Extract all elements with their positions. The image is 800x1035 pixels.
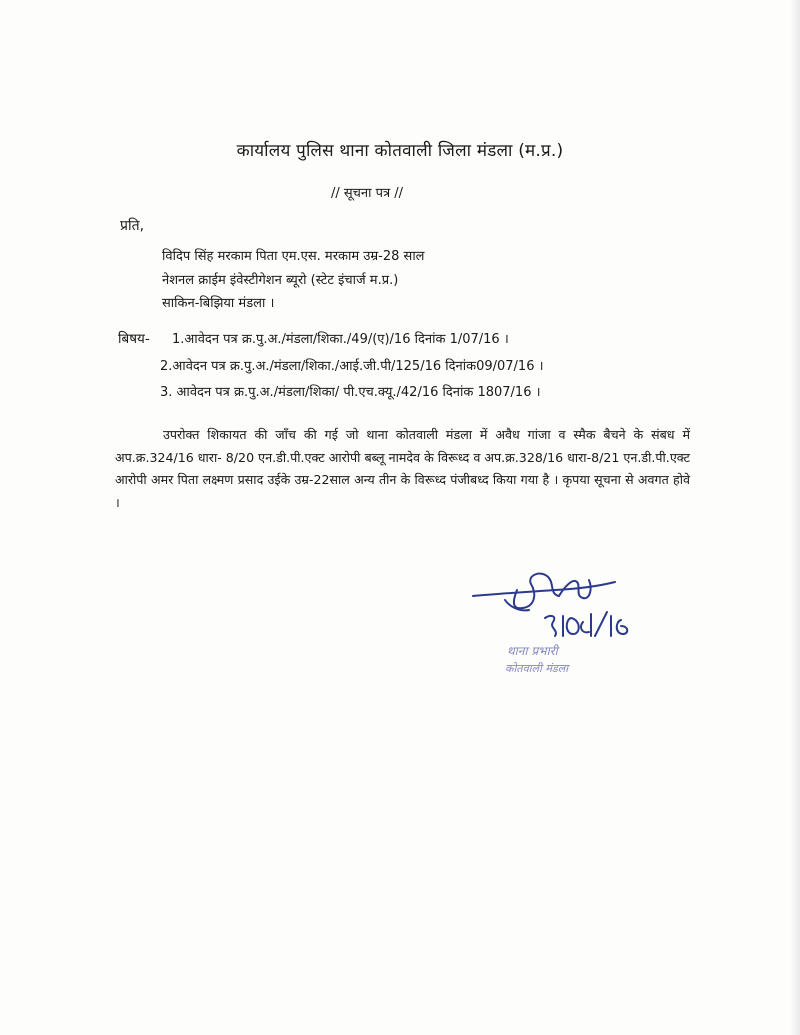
subject-line-1: 1.आवेदन पत्र क्र.पु.अ./मंडला/शिका./49/(ए)/16 दिनांक 1/07/16 । — [172, 332, 509, 347]
notice-title: // सूचना पत्र // — [330, 186, 404, 201]
subject-label: बिषय- — [118, 331, 150, 347]
addressee-line-organization: नेशनल क्राईम इंवेस्टीगेशन ब्यूरो (स्टेट इंचार्ज म.प्र.) — [162, 273, 399, 288]
body-paragraph-block — [115, 424, 690, 514]
stamp-title: थाना प्रभारी — [507, 644, 558, 658]
subject-line-3: 3. आवेदन पत्र क्र.पु.अ./मंडला/शिका/ पी.एच.क्यू./42/16 दिनांक 1807/16 । — [160, 385, 541, 400]
addressee-line-name: विदिप सिंह मरकाम पिता एम.एस. मरकाम उम्र-28 साल — [162, 249, 425, 264]
addressee-line-residence: साकिन-बिझिया मंडला । — [162, 296, 275, 311]
to-label: प्रति, — [120, 218, 145, 234]
signature-block — [465, 560, 640, 685]
stamp-subtitle: कोतवाली मंडला — [505, 662, 569, 675]
subject-line-2: 2.आवेदन पत्र क्र.पु.अ./मंडला/शिका./आई.जी.पी/125/16 दिनांक09/07/16 । — [160, 359, 544, 374]
office-heading: कार्यालय पुलिस थाना कोतवाली जिला मंडला (म.प्र.) — [236, 141, 564, 161]
body-paragraph: उपरोक्त शिकायत की जाँच की गई जो थाना कोतवाली मंडला में अवैध गांजा व स्मैक बैचने के संबध में अप.क्र.324/16 धारा- 8/20 एन.डी.पी.एक्ट आरोपी बब्लू नामदेव के विरूध्द व अप.क्र.328/16 धारा-8/21 एन.डी.पी.एक्ट आरोपी अमर पिता लक्ष्मण प्रसाद उईके उम्र-22साल अन्य तीन के विरूध्द पंजीबध्द किया गया है । कृपया सूचना से अवगत होवे । — [115, 427, 690, 510]
